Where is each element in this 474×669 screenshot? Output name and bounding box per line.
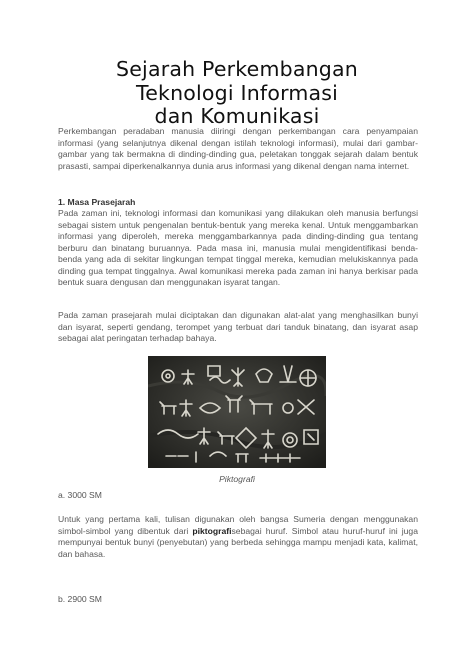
section-heading: 1. Masa Prasejarah <box>58 197 136 207</box>
era-label-b: b. 2900 SM <box>58 594 102 604</box>
title-line-2: Teknologi Informasi <box>135 80 339 105</box>
title-line-1: Sejarah Perkembangan <box>116 57 358 81</box>
era-a-paragraph <box>58 514 418 560</box>
era-label-a: a. 3000 SM <box>58 490 102 500</box>
document-title <box>60 58 414 129</box>
pictograph-image <box>148 356 326 468</box>
section-paragraph-1: Pada zaman ini, teknologi informasi dan komunikasi yang dilakukan oleh manusia berfungsi sebagai sistem untuk pengenalan bentuk-bentuk yang mereka kenal. Untuk menggambarkan informasi yang diperoleh, mereka menggambarkannya pada dinding-dinding gua tentang berburu dan binatang buruannya. Pada masa ini, manusia mulai mengidentifikasi benda-benda yang ada di sekitar lingkungan tempat tinggal mereka, kemudian melukiskannya pada dinding gua tempat tinggalnya. Awal komunikasi mereka pada zaman ini hanya berkisar pada bentuk suara dengusan dan menggunakan isyarat tangan. <box>58 208 418 287</box>
pictography-term: piktografi <box>192 525 232 536</box>
title-line-3: dan Komunikasi <box>154 104 320 128</box>
era-a-text-before: Untuk yang pertama kali, tulisan digunakan oleh bangsa Sumeria dengan menggunakan simbol-simbol yang dibentuk dari <box>58 514 418 536</box>
intro-paragraph: Perkembangan peradaban manusia diiringi dengan perkembangan cara penyampaian informasi (yang selanjutnya dikenal dengan istilah teknologi informasi), mulai dari gambar-gambar yang tak bermakna di dinding-dinding gua, peletakan tonggak sejarah dalam bentuk prasasti, sampai diperkenalkannya dunia arus informasi yang dikenal dengan nama internet. <box>58 126 418 171</box>
figure-caption: Piktografi <box>219 474 255 484</box>
era-a-text-after: sebagai huruf. Simbol atau huruf-huruf ini juga mempunyai bentuk bunyi (penyebutan) yang berbeda sehingga mampu menjadi kata, kalimat, dan bahasa. <box>58 525 418 559</box>
section-paragraph-2: Pada zaman prasejarah mulai diciptakan dan digunakan alat-alat yang menghasilkan bunyi dan isyarat, seperti gendang, terompet yang terbuat dari tanduk binatang, dan isyarat asap sebagai alat peringatan terhadap bahaya. <box>58 310 418 343</box>
